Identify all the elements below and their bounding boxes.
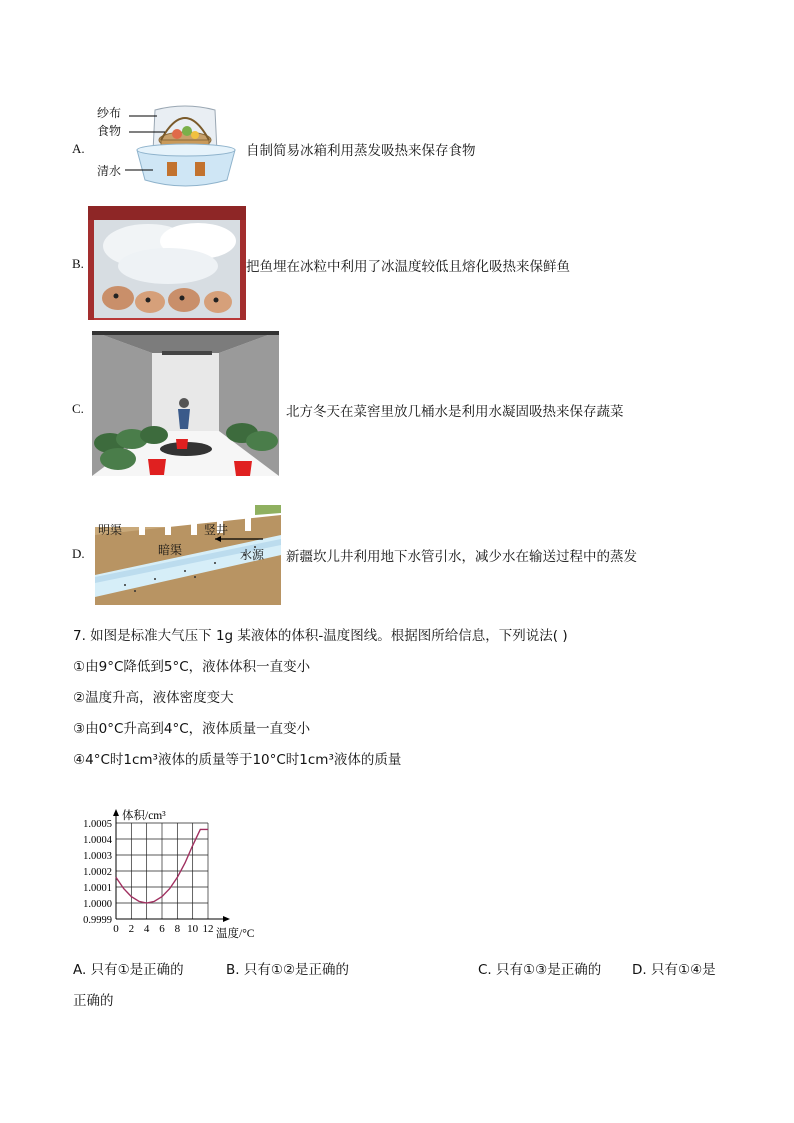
option-d-caption: 新疆坎儿井利用地下水管引水，减少水在输送过程中的蒸发: [286, 549, 637, 565]
y-tick-label: 1.0002: [83, 867, 112, 878]
option-c-letter: C.: [72, 401, 84, 416]
option-b-caption: 把鱼埋在冰粒中利用了冰温度较低且熔化吸热来保鲜鱼: [246, 259, 570, 275]
question-7-stem: 7. 如图是标准大气压下 1g 某液体的体积-温度图线。根据图所给信息，下列说法( ): [73, 628, 568, 644]
label-cloth: 纱布: [97, 106, 122, 120]
option-c-caption: 北方冬天在菜窖里放几桶水是利用水凝固吸热来保存蔬菜: [286, 404, 624, 420]
option-b-letter: B.: [72, 256, 84, 271]
label-open-channel: 明渠: [98, 523, 123, 537]
answer-c[interactable]: C. 只有①③是正确的: [478, 962, 602, 978]
answer-b[interactable]: B. 只有①②是正确的: [226, 962, 350, 978]
x-tick-label: 8: [174, 923, 181, 935]
x-axis-label: 温度/°C: [216, 928, 255, 940]
label-food: 食物: [97, 124, 122, 138]
statement-1: ①由9°C降低到5°C，液体体积一直变小: [73, 659, 311, 675]
y-axis-label: 体积/cm³: [122, 810, 166, 822]
option-a-caption: 自制简易冰箱利用蒸发吸热来保存食物: [246, 143, 476, 159]
label-shaft: 竖井: [204, 523, 229, 537]
answer-d-wrap: 正确的: [73, 993, 114, 1009]
y-tick-label: 1.0005: [83, 819, 112, 830]
option-b-figure: [88, 206, 246, 320]
answer-d[interactable]: D. 只有①④是: [632, 962, 716, 978]
chart-svg: [70, 805, 270, 945]
option-a-letter: A.: [72, 141, 85, 156]
x-tick-label: 2: [128, 923, 135, 935]
volume-temperature-chart: [70, 805, 270, 945]
x-tick-label: 10: [187, 923, 199, 935]
label-hidden-channel: 暗渠: [158, 543, 183, 557]
option-c-figure: [92, 331, 279, 476]
x-tick-label: 0: [113, 923, 119, 935]
y-tick-label: 1.0004: [83, 835, 112, 846]
statement-4: ④4°C时1cm³液体的质量等于10°C时1cm³液体的质量: [73, 752, 402, 768]
y-tick-label: 1.0001: [83, 883, 112, 894]
y-axis-arrow: [113, 809, 119, 816]
y-tick-label: 1.0000: [83, 899, 112, 910]
x-axis-arrow: [223, 916, 230, 922]
x-tick-label: 12: [202, 923, 214, 935]
option-d-letter: D.: [72, 546, 85, 561]
y-tick-label: 0.9999: [83, 915, 112, 926]
label-water: 清水: [97, 164, 122, 178]
y-tick-label: 1.0003: [83, 851, 112, 862]
answer-a[interactable]: A. 只有①是正确的: [73, 962, 184, 978]
statement-2: ②温度升高，液体密度变大: [73, 690, 234, 706]
x-tick-label: 6: [159, 923, 165, 935]
x-tick-label: 4: [143, 923, 150, 935]
label-water-source: 水源: [240, 548, 265, 562]
statement-3: ③由0°C升高到4°C，液体质量一直变小: [73, 721, 311, 737]
